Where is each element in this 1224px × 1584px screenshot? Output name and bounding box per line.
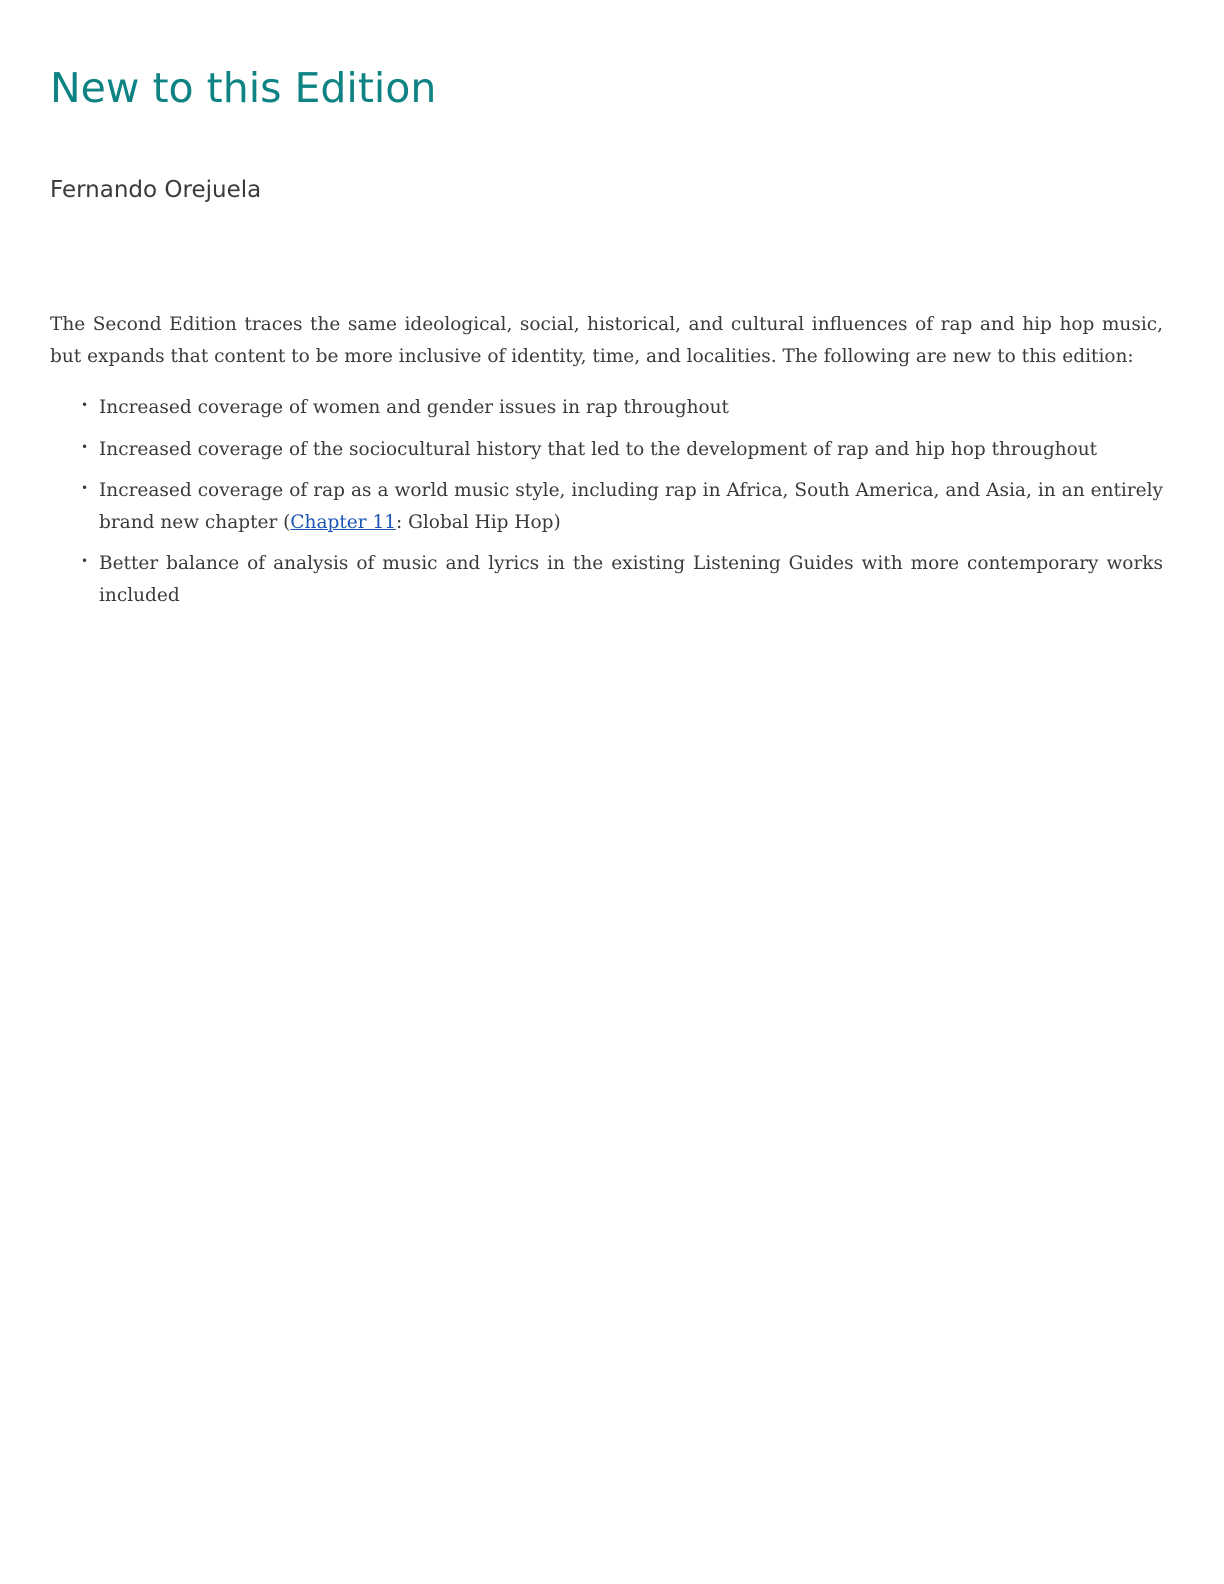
list-item-text-after-link: : Global Hip Hop) (396, 511, 561, 533)
list-item-text: Increased coverage of women and gender issues in rap throughout (99, 397, 729, 418)
new-features-list (81, 392, 1163, 621)
intro-paragraph: The Second Edition traces the same ideological, social, historical, and cultural influences of rap and hip hop music, but expands that content to be more inclusive of identity, time, and localities. The following are new to this edition: (50, 314, 1163, 367)
author-name: Fernando Orejuela (50, 177, 262, 203)
list-item-text: Increased coverage of the sociocultural history that led to the development of rap and hip hop throughout (99, 438, 1098, 460)
bullet-icon: • (81, 398, 89, 412)
list-item (81, 392, 1163, 424)
list-item-text: Better balance of analysis of music and lyrics in the existing Listening Guides with more contemporary works included (99, 553, 1163, 606)
list-item-text-before-link: Increased coverage of rap as a world music style, including rap in Africa, South America, and Asia, in an entirely brand new chapter ( (99, 480, 1163, 533)
chapter-11-link[interactable]: Chapter 11 (290, 511, 396, 533)
list-item (81, 434, 1163, 466)
bullet-icon: • (81, 481, 89, 495)
bullet-icon: • (81, 439, 89, 454)
list-item (81, 548, 1163, 611)
list-item (81, 475, 1163, 538)
bullet-icon: • (81, 554, 89, 568)
page-title: New to this Edition (50, 64, 437, 112)
